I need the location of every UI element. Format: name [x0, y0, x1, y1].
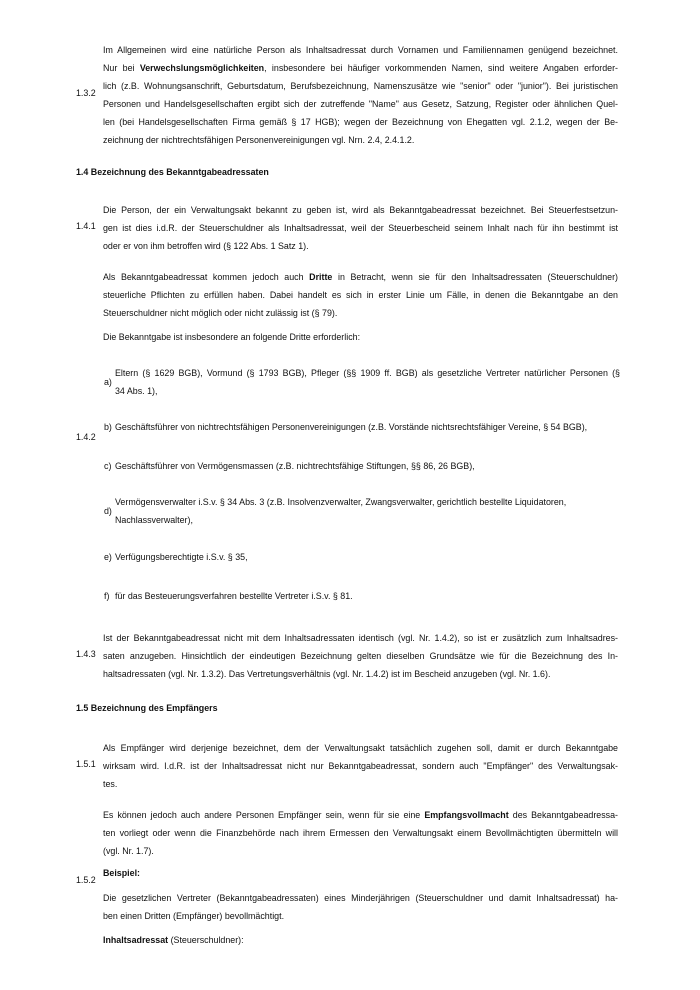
list-letter: b) — [104, 422, 112, 432]
text-line: wirksam wird. I.d.R. ist der Inhaltsadressat nicht nur Bekanntgabeadressat, sondern auch "Empfänger" des Verwaltungsak- — [103, 761, 618, 772]
list-letter: f) — [104, 591, 110, 601]
text-line: ten vorliegt oder wenn die Finanzbehörde nach ihrem Ermessen den Verwaltungsakt einem Bevollmächtigten übermitteln will — [103, 828, 618, 839]
text-line: Nachlassverwalter), — [115, 515, 193, 526]
emphasis: Verwechslungsmöglichkeiten — [139, 63, 265, 74]
text-line: Als Bekanntgabeadressat kommen jedoch auch Dritte in Betracht, wenn sie für den Inhaltsadressaten (Steuerschuldner) — [103, 272, 619, 282]
paragraph-1-5-2 — [103, 806, 618, 860]
paragraph-1-5-1 — [103, 739, 618, 793]
inhaltsadressat-label: Inhaltsadressat (Steuerschuldner): — [103, 935, 244, 945]
paragraph-1-4-3 — [103, 629, 618, 683]
paragraph-1-4-2 — [103, 268, 618, 322]
section-heading-1-4: 1.4 Bezeichnung des Bekanntgabeadressaten — [76, 167, 269, 177]
text-line: saten anzugeben. Hinsichtlich der eindeutigen Bezeichnung gelten dieselben Grundsätze wie für die Bezeichnung des In- — [103, 651, 618, 662]
text-line: ben einen Dritten (Empfänger) bevollmächtigt. — [103, 911, 285, 922]
list-item: Geschäftsführer von Vermögensmassen (z.B. nichtrechtsfähige Stiftungen, §§ 86, 26 BGB), — [115, 461, 475, 471]
text-line: Im Allgemeinen wird eine natürliche Person als Inhaltsadressat durch Vornamen und Familiennamen genügend bezeichnet. — [103, 45, 618, 55]
text-line: Eltern (§ 1629 BGB), Vormund (§ 1793 BGB), Pfleger (§§ 1909 ff. BGB) als gesetzliche Vertreter natürlicher Personen (§ — [115, 368, 620, 378]
text-line: gen ist dies i.d.R. der Steuerschuldner als Inhaltsadressat, weil der Steuerbescheid seinem Inhalt nach für ihn bestimmt ist — [103, 223, 618, 234]
section-number: 1.5.2 — [76, 875, 96, 885]
list-letter: d) — [104, 506, 112, 516]
text-line: steuerliche Pflichten zu erfüllen haben. Dabei handelt es sich in erster Linie um Fälle, in denen die Bekanntgabe an den — [103, 290, 618, 301]
text-line: zeichnung der nichtrechtsfähigen Personenvereinigungen vgl. Nrn. 2.4, 2.4.1.2. — [103, 135, 415, 146]
text-line: (vgl. Nr. 1.7). — [103, 846, 154, 857]
text-line: Steuerschuldner nicht möglich oder nicht zulässig ist (§ 79). — [103, 308, 338, 319]
text-line: Die Person, der ein Verwaltungsakt bekannt zu geben ist, wird als Bekanntgabeadressat bezeichnet. Bei Steuerfestsetzun- — [103, 205, 618, 215]
list-item — [115, 364, 620, 400]
text-line: Nur bei Verwechslungsmöglichkeiten, insbesondere bei häufiger vorkommenden Namen, sind weitere Angaben erforder- — [103, 63, 618, 74]
list-item — [115, 493, 620, 529]
paragraph-1-3-2 — [103, 41, 618, 150]
example-text — [103, 889, 618, 925]
text-line: Personen und Handelsgesellschaften ergibt sich der zutreffende "Name" aus Gesetz, Satzung, Register oder ähnlichen Quel- — [103, 99, 618, 110]
emphasis: Dritte — [309, 272, 333, 282]
text-line: lich (z.B. Wohnungsanschrift, Geburtsdatum, Berufsbezeichnung, Namenszusätze wie "senior" oder "junior"). Bei juristischen — [103, 81, 618, 92]
text-line: Die gesetzlichen Vertreter (Bekanntgabeadressaten) eines Minderjährigen (Steuerschuldner und damit Inhaltsadressat) ha- — [103, 893, 618, 903]
list-item: Geschäftsführer von nichtrechtsfähigen Personenvereinigungen (z.B. Vorstände nichtsrechtsfähiger Vereine, § 54 BGB), — [115, 422, 588, 432]
list-letter: c) — [104, 461, 112, 471]
list-item: Verfügungsberechtigte i.S.v. § 35, — [115, 552, 248, 562]
paragraph-1-4-1 — [103, 201, 618, 255]
emphasis: Empfangsvollmacht — [424, 810, 509, 820]
section-number: 1.5.1 — [76, 759, 96, 769]
text-line: 34 Abs. 1), — [115, 386, 158, 397]
text-line: tes. — [103, 779, 118, 790]
section-heading-1-5: 1.5 Bezeichnung des Empfängers — [76, 703, 218, 713]
text-line: Als Empfänger wird derjenige bezeichnet, dem der Verwaltungsakt tatsächlich zugehen soll, damit er durch Bekanntgabe — [103, 743, 618, 753]
paragraph-intro: Die Bekanntgabe ist insbesondere an folgende Dritte erforderlich: — [103, 332, 361, 342]
text-line: Vermögensverwalter i.S.v. § 34 Abs. 3 (z.B. Insolvenzverwalter, Zwangsverwalter, gerichtlich bestellte Liquidatoren, — [115, 497, 567, 507]
text-line: oder er von ihm betroffen wird (§ 122 Abs. 1 Satz 1). — [103, 241, 309, 252]
list-letter: a) — [104, 377, 112, 387]
text-line: Es können jedoch auch andere Personen Empfänger sein, wenn für sie eine Empfangsvollmacht des Bekanntgabeadressa- — [103, 810, 618, 820]
text-line: haltsadressaten (vgl. Nr. 1.3.2). Das Vertretungsverhältnis (vgl. Nr. 1.4.2) ist im Bescheid anzugeben (vgl. Nr. 1.6). — [103, 669, 551, 680]
example-label: Beispiel: — [103, 868, 140, 878]
list-item: für das Besteuerungsverfahren bestellte Vertreter i.S.v. § 81. — [115, 591, 353, 601]
section-number: 1.4.2 — [76, 432, 96, 442]
section-number: 1.4.1 — [76, 221, 96, 231]
section-number: 1.4.3 — [76, 649, 96, 659]
section-number: 1.3.2 — [76, 88, 96, 98]
text-line: Ist der Bekanntgabeadressat nicht mit dem Inhaltsadressaten identisch (vgl. Nr. 1.4.2), so ist er zusätzlich zum Inhaltsadres- — [103, 633, 618, 643]
list-letter: e) — [104, 552, 112, 562]
text-line: len (bei Handelsgesellschaften Firma gemäß § 17 HGB); wegen der Bezeichnung von Ehegatten vgl. 2.1.2, wegen der Be- — [103, 117, 618, 128]
